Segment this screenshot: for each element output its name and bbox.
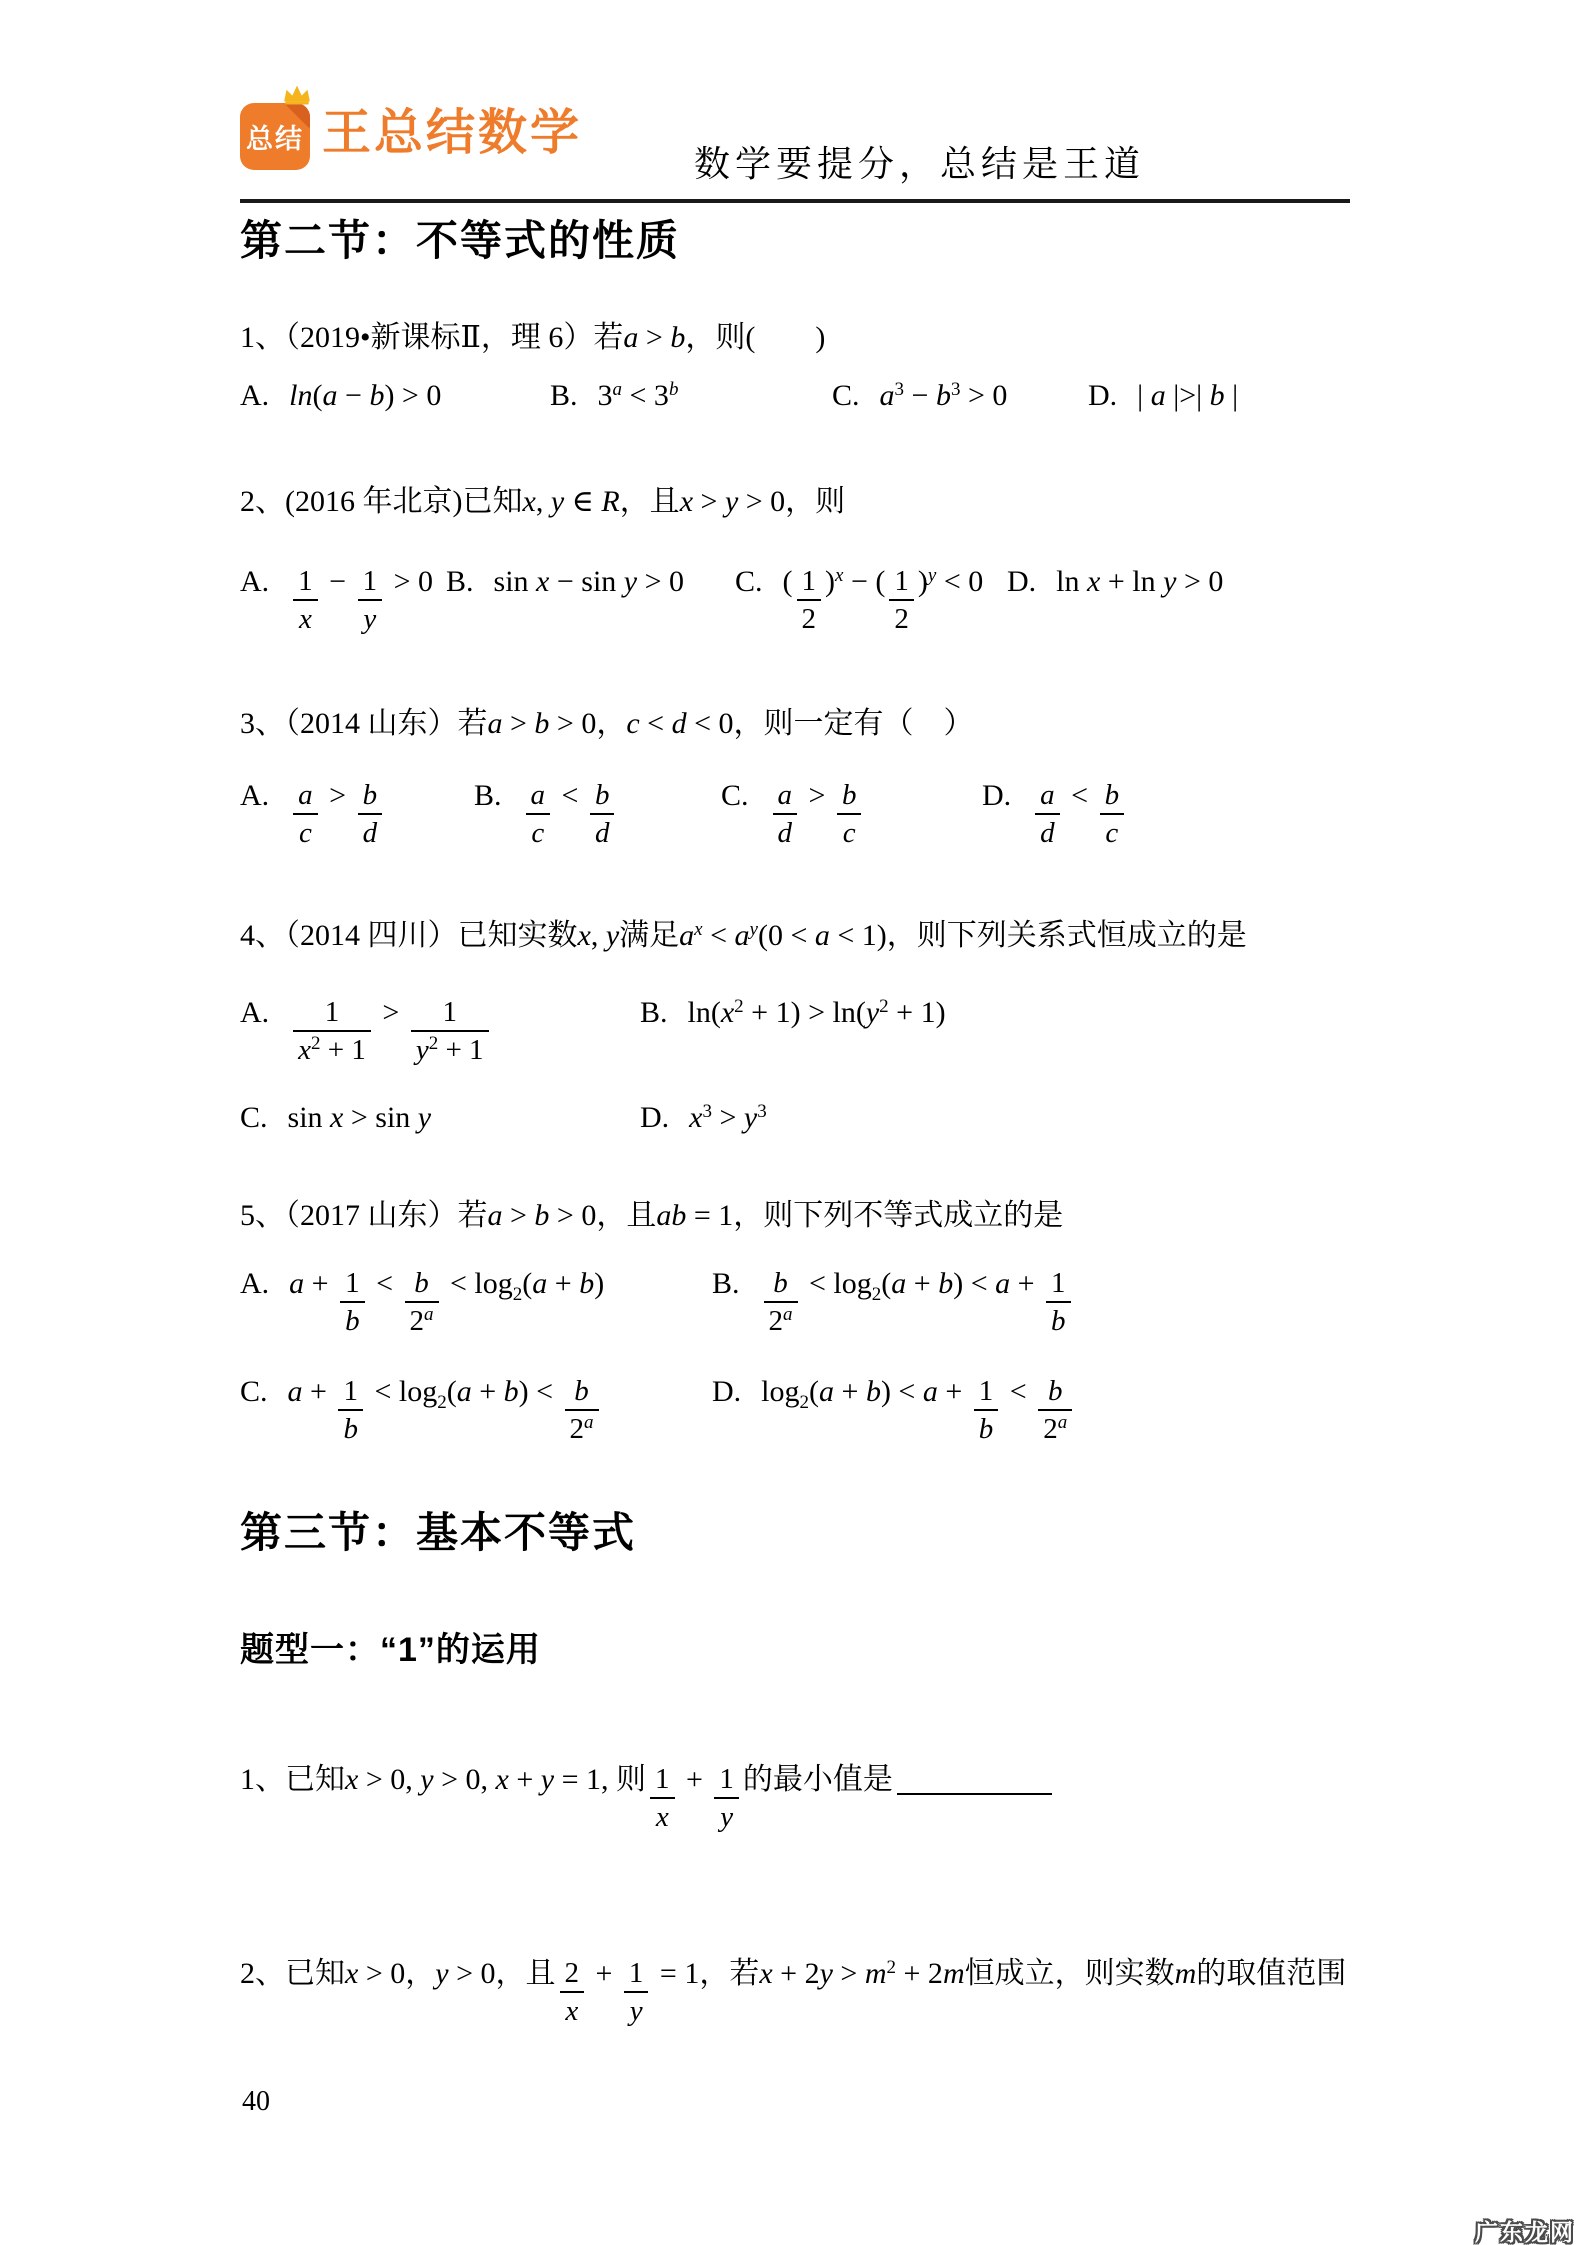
math-variable: m [864, 1957, 887, 1990]
topic-1-title: 题型一：“1”的运用 [240, 1631, 541, 1669]
problem-2-option-d [1007, 554, 1223, 628]
math-variable: R [601, 485, 620, 518]
math-variable: b [670, 321, 686, 354]
math-variable: c [842, 817, 856, 849]
option-formula: sin x > sin y [287, 1101, 432, 1134]
math-variable: a [487, 707, 503, 740]
fraction: $\frac{1}{b}$ [1046, 1265, 1071, 1339]
math-variable: b [865, 1375, 881, 1408]
header-rule [240, 199, 1350, 203]
math-variable: a [584, 1412, 594, 1433]
problem-3-option-d [982, 768, 1128, 851]
math-variable: b [773, 1267, 788, 1299]
option-label: D. [640, 1101, 670, 1134]
math-variable: y [605, 919, 620, 952]
math-variable: y [1163, 565, 1177, 598]
fraction [590, 777, 615, 851]
math-variable: a [287, 1375, 303, 1408]
math-variable: b [1104, 779, 1120, 811]
problem-3-option-b [474, 768, 618, 851]
option-formula: $\frac{1}{x^2 + 1}$ > $\frac{1}{y^2 + 1}$ [289, 996, 492, 1029]
math-variable: x [298, 1034, 312, 1066]
math-variable: a [322, 379, 338, 412]
option-formula: sin x − sin y > 0 [493, 565, 685, 598]
math-variable: a [777, 779, 793, 811]
logo-badge-text: 总结 [246, 124, 304, 154]
option-formula: | a |>| b | [1137, 379, 1239, 412]
fraction: $\frac{b}{2^a}$ [405, 1265, 439, 1339]
math-variable: m [1174, 1957, 1197, 1990]
math-variable: b [503, 1375, 519, 1408]
math-variable: b [935, 379, 951, 412]
option-label: A. [240, 565, 270, 598]
option-formula: a + $\frac{1}{b}$ < $\frac{b}{2^a}$ < $\log_2(a + b)$ [289, 1267, 605, 1337]
page-number: 40 [242, 2086, 270, 2117]
math-variable: a [891, 1267, 907, 1300]
fraction [358, 777, 383, 851]
fraction: $\frac{b}{2^a}$ [565, 1373, 599, 1447]
superscript [669, 379, 679, 400]
superscript [613, 379, 623, 400]
math-variable: x [689, 1101, 703, 1134]
math-variable: x [655, 1801, 669, 1833]
math-variable: x [536, 565, 550, 598]
option-label: B. [550, 379, 578, 412]
option-label: B. [712, 1267, 740, 1300]
fraction: $\frac{2}{x}$ [560, 1955, 585, 2029]
superscript [783, 1304, 793, 1325]
math-variable: y [720, 1801, 734, 1833]
math-variable: b [574, 1375, 589, 1407]
math-variable: x [694, 919, 703, 940]
math-variable: a [612, 379, 623, 400]
math-variable: c [1105, 817, 1119, 849]
fraction: $\frac{1}{x}$ [650, 1761, 675, 1835]
problem-1-option-a [240, 376, 441, 415]
superscript [424, 1304, 434, 1325]
math-variable: b [978, 1413, 994, 1445]
math-variable: b [841, 779, 857, 811]
superscript: 2 [311, 1033, 321, 1054]
fraction [1100, 777, 1125, 851]
problem-4-option-c [240, 1098, 431, 1137]
option-formula: ( $\frac{1}{2}$ )$^x$ − ( $\frac{1}{2}$ )$^y$ < 0 [782, 565, 984, 635]
option-label: C. [240, 1375, 268, 1408]
math-variable: y [623, 565, 638, 598]
math-variable: ab [656, 1199, 687, 1232]
problem-5-option-c [240, 1364, 603, 1447]
option-formula: ln x + ln y > 0 [1056, 565, 1224, 598]
superscript [750, 919, 758, 940]
superscript: 3 [950, 379, 961, 400]
fraction: $\frac{1}{y^2 + 1}$ [411, 994, 489, 1068]
problem-4-option-a [240, 985, 493, 1068]
math-variable: x [345, 1763, 359, 1796]
option-formula: $\frac{1}{x}$ − $\frac{1}{y}$ > 0 [289, 565, 433, 598]
superscript: 2 [734, 996, 744, 1017]
option-formula: $\frac{a}{d}$ < $\frac{b}{c}$ [1031, 779, 1128, 812]
math-variable: a [530, 779, 546, 811]
math-variable: b [534, 1199, 550, 1232]
fraction: $\frac{1}{2}$ [889, 563, 914, 637]
math-variable: b [369, 379, 385, 412]
math-variable: x [565, 1995, 579, 2027]
math-variable: x [759, 1957, 773, 1990]
math-variable: d [1040, 817, 1055, 849]
crown-icon [283, 84, 311, 106]
option-label: A. [240, 996, 270, 1029]
option-formula: $3^a < 3^b$ [597, 379, 679, 412]
option-label: D. [1007, 565, 1037, 598]
problem-2-option-c [735, 554, 983, 637]
math-variable: a [456, 1375, 472, 1408]
superscript: 2 [879, 996, 889, 1017]
math-variable: y [435, 1957, 449, 1990]
option-formula: $x^3 > y^3$ [689, 1101, 767, 1134]
fraction [526, 777, 551, 851]
fraction [837, 777, 862, 851]
fraction: $\frac{1}{x}$ [293, 563, 318, 637]
problem-4-option-b [640, 985, 946, 1059]
section-2-title: 第二节：不等式的性质 [240, 217, 681, 264]
option-label: A. [240, 379, 270, 412]
problem-2-option-a [240, 554, 433, 637]
math-variable: x [298, 603, 312, 635]
s3-problem-2-stem: 2、已知x > 0，y > 0，且 $\frac{2}{x}$ + $\frac{1}{y}$ = 1，若$x + 2y > m^2 + 2m$恒成立，则实数m的取值范围 [240, 1957, 1347, 2027]
math-variable: b [414, 1267, 429, 1299]
math-variable: y [420, 1763, 434, 1796]
math-variable: d [362, 817, 378, 849]
math-variable: b [594, 779, 610, 811]
math-variable: b [534, 707, 550, 740]
option-label: C. [832, 379, 860, 412]
math-variable: c [626, 707, 640, 740]
math-variable: b [938, 1267, 954, 1300]
problem-2-stem: 2、(2016 年北京)已知x, y ∈ R，且x > y > 0，则 [240, 485, 846, 518]
math-variable: b [345, 1305, 360, 1337]
math-variable: d [671, 707, 687, 740]
math-variable: y [927, 565, 937, 586]
math-variable: b [1209, 379, 1225, 412]
fraction: $\frac{1}{b}$ [340, 1265, 365, 1339]
fraction [773, 777, 798, 851]
superscript: 2 [428, 1033, 439, 1054]
math-variable: y [417, 1101, 432, 1134]
option-label: C. [735, 565, 763, 598]
option-label: B. [640, 996, 668, 1029]
option-formula: $\frac{a}{c}$ < $\frac{b}{d}$ [522, 779, 619, 812]
section-3-title: 第三节：基本不等式 [240, 1509, 637, 1556]
math-variable: y [819, 1957, 833, 1990]
math-variable: c [298, 817, 312, 849]
math-variable: a [532, 1267, 548, 1300]
math-variable: c [531, 817, 545, 849]
math-variable: x [522, 485, 536, 518]
subscript: 2 [871, 1284, 882, 1305]
superscript: 3 [757, 1101, 767, 1122]
problem-3-option-c [721, 768, 865, 851]
fraction [293, 777, 318, 851]
fraction [1035, 777, 1060, 851]
superscript [1058, 1412, 1068, 1433]
problem-5-option-b [712, 1256, 1075, 1339]
fraction: $\frac{1}{2}$ [797, 563, 822, 637]
math-variable: x [1087, 565, 1101, 598]
math-variable: b [362, 779, 378, 811]
math-variable: a [879, 379, 895, 412]
problem-5-stem: 5、（2017 山东）若a > b > 0，且ab = 1，则下列不等式成立的是 [240, 1199, 1064, 1232]
math-variable: y [743, 1101, 758, 1134]
option-formula: $\log_2(a + b) < a$ + $\frac{1}{b}$ < $\frac{b}{2^a}$ [761, 1375, 1076, 1408]
option-formula: $\frac{b}{2^a}$ < $\log_2(a + b) < a$ + $\frac{1}{b}$ [760, 1267, 1075, 1300]
math-variable: x [345, 1957, 359, 1990]
fraction: $\frac{1}{x^2 + 1}$ [293, 994, 371, 1068]
option-label: B. [474, 779, 502, 812]
math-variable: x [720, 996, 735, 1029]
math-variable: a [298, 779, 313, 811]
math-variable: a [1150, 379, 1166, 412]
option-label: D. [712, 1375, 742, 1408]
superscript [584, 1412, 594, 1433]
brand-logo-badge [240, 103, 310, 170]
math-variable: y [865, 996, 880, 1029]
option-label: A. [240, 779, 270, 812]
math-variable: x [679, 485, 694, 518]
problem-5-option-d [712, 1364, 1076, 1447]
problem-4-stem: 4、（2014 四川）已知实数x, y满足$a^x < a^y(0 < a < 1)$，则下列关系式恒成立的是 [240, 919, 1247, 952]
fraction: $\frac{b}{2^a}$ [764, 1265, 798, 1339]
math-variable: y [540, 1763, 555, 1796]
math-variable: m [942, 1957, 965, 1990]
math-variable: a [783, 1304, 793, 1325]
subscript: 2 [437, 1392, 447, 1413]
fraction: $\frac{1}{y}$ [358, 563, 383, 637]
math-variable: d [777, 817, 793, 849]
math-variable: a [289, 1267, 305, 1300]
math-variable: a [679, 919, 695, 952]
option-label: A. [240, 1267, 270, 1300]
math-variable: a [734, 919, 750, 952]
math-variable: ln [289, 379, 313, 412]
math-variable: y [363, 603, 377, 635]
math-variable: x [577, 919, 591, 952]
math-variable: a [819, 1375, 835, 1408]
math-variable: y [629, 1995, 643, 2027]
math-variable: a [995, 1267, 1011, 1300]
math-variable: x [330, 1101, 344, 1134]
math-variable: a [623, 321, 639, 354]
problem-1-option-c [832, 376, 1007, 415]
watermark: 广东龙网 [1475, 2219, 1575, 2245]
math-variable: y [724, 485, 739, 518]
option-formula: ln(a − b) > 0 [289, 379, 442, 412]
math-variable: b [579, 1267, 595, 1300]
problem-1-option-b [550, 376, 678, 415]
option-formula: $\frac{a}{d}$ > $\frac{b}{c}$ [769, 779, 866, 812]
s3-problem-1-stem: 1、已知x > 0, y > 0, x + y = 1, 则 $\frac{1}{x}$ + $\frac{1}{y}$ 的最小值是 [240, 1752, 1052, 1835]
math-variable: y [550, 485, 565, 518]
superscript [694, 919, 702, 940]
problem-3-option-a [240, 768, 386, 851]
math-variable: x [495, 1763, 509, 1796]
option-label: D. [982, 779, 1012, 812]
problem-1-stem: 1、（2019•新课标Ⅱ，理 6）若a > b，则( ) [240, 321, 826, 354]
math-variable: y [749, 919, 758, 940]
math-variable: a [1057, 1412, 1068, 1433]
math-variable: b [1051, 1305, 1066, 1337]
option-label: B. [446, 565, 474, 598]
subscript: 2 [512, 1284, 523, 1305]
option-formula: $\frac{a}{c}$ > $\frac{b}{d}$ [289, 779, 386, 812]
option-label: C. [240, 1101, 268, 1134]
problem-1-option-d [1088, 376, 1238, 415]
math-variable: a [424, 1304, 434, 1325]
option-label: C. [721, 779, 749, 812]
math-variable: a [1040, 779, 1055, 811]
fraction: $\frac{1}{y}$ [714, 1761, 739, 1835]
math-variable: x [835, 565, 844, 586]
math-variable: a [487, 1199, 503, 1232]
problem-4-option-d [640, 1098, 767, 1137]
math-variable: a [814, 919, 830, 952]
problem-2-option-b [446, 554, 684, 628]
fraction: $\frac{1}{y}$ [624, 1955, 649, 2029]
math-variable: y [415, 1034, 429, 1066]
math-variable: b [1047, 1375, 1063, 1407]
option-formula: $\ln(x^2 + 1) > \ln(y^2 + 1)$ [687, 996, 946, 1029]
math-variable: b [668, 379, 679, 400]
header-tagline: 数学要提分，总结是王道 [694, 144, 1146, 184]
math-variable: d [594, 817, 610, 849]
problem-5-option-a [240, 1256, 604, 1339]
subscript: 2 [799, 1392, 810, 1413]
fraction: $\frac{b}{2^a}$ [1038, 1373, 1072, 1447]
option-formula: $a^3 - b^3 > 0$ [879, 379, 1008, 412]
brand-name: 王总结数学 [322, 106, 583, 160]
math-variable: a [922, 1375, 938, 1408]
fraction: $\frac{1}{b}$ [974, 1373, 999, 1447]
answer-blank [897, 1793, 1052, 1795]
superscript: 3 [702, 1101, 712, 1122]
superscript: 2 [886, 1957, 897, 1978]
option-label: D. [1088, 379, 1118, 412]
option-formula: a + $\frac{1}{b}$ < $\log_2(a + b)$ < $\frac{b}{2^a}$ [288, 1375, 603, 1408]
superscript: 3 [894, 379, 905, 400]
math-variable: b [343, 1413, 358, 1445]
problem-3-stem: 3、（2014 山东）若a > b > 0，c < d < 0，则一定有（ ） [240, 707, 974, 740]
fraction: $\frac{1}{b}$ [338, 1373, 363, 1447]
